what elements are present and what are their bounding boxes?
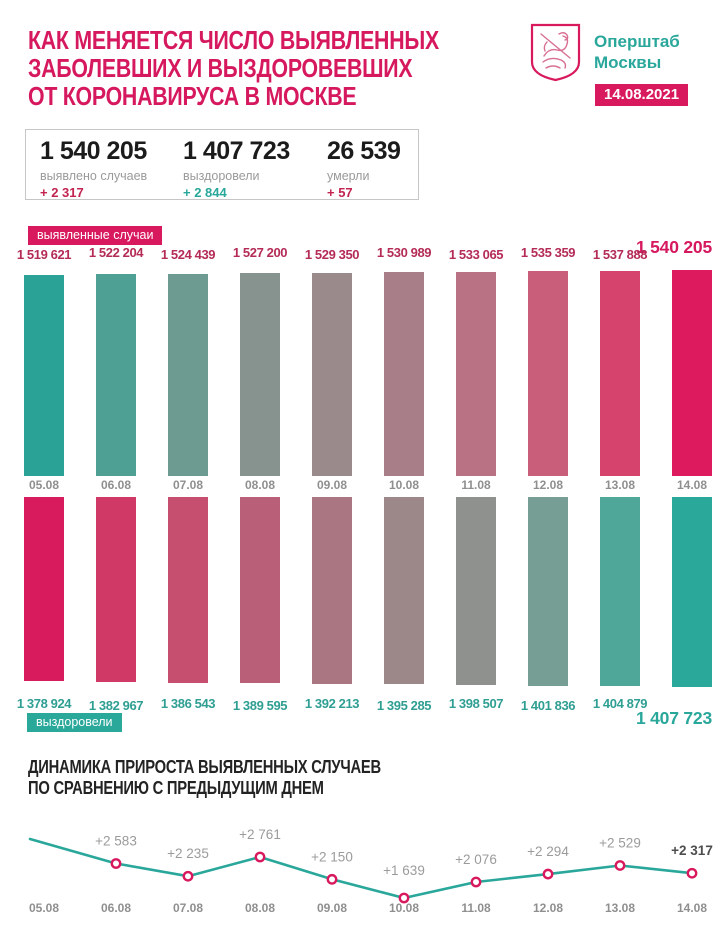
recovered-chart-badge: выздоровели — [27, 713, 122, 732]
daily-increase-line-chart — [0, 813, 720, 905]
cases-value-labels-row — [8, 247, 720, 262]
date-label: 10.08 — [388, 478, 420, 492]
cases-bar-12.08 — [528, 271, 568, 476]
data-point-13.08 — [616, 861, 624, 869]
recovered-highlight-value: 1 407 723 — [635, 708, 712, 728]
cases-bar-13.08 — [600, 271, 640, 476]
date-label: 11.08 — [461, 901, 491, 915]
cases-chart-badge: выявленные случаи — [28, 226, 162, 245]
cases-bar-06.08 — [96, 274, 136, 476]
moscow-coat-of-arms-icon — [529, 22, 582, 83]
point-value-label: +2 235 — [167, 846, 209, 862]
date-label: 07.08 — [172, 478, 204, 492]
bar-value-label: 1 527 200 — [232, 245, 288, 260]
recovered-total: 1 407 723 — [183, 137, 290, 165]
cases-bar-14.08 — [672, 270, 712, 476]
recovered-bar-07.08 — [168, 497, 208, 683]
point-value-label: +1 639 — [383, 863, 425, 878]
date-label: 08.08 — [244, 901, 276, 915]
data-point-08.08 — [256, 853, 264, 861]
recovered-bar-08.08 — [240, 497, 280, 683]
line-dates-row — [8, 901, 720, 915]
date-label: 09.08 — [316, 478, 348, 492]
cases-bars-row — [8, 270, 720, 476]
recovered-bar-14.08 — [672, 497, 712, 687]
recovered-bar-06.08 — [96, 497, 136, 682]
deaths-label: умерли — [327, 169, 370, 183]
deaths-delta: + 57 — [327, 185, 353, 200]
recovered-bar-10.08 — [384, 497, 424, 684]
bar-value-label: 1 389 595 — [232, 698, 288, 713]
cases-total: 1 540 205 — [40, 137, 147, 165]
cases-highlight-value: 1 540 205 — [635, 237, 712, 257]
recovered-bars-row — [8, 497, 720, 689]
cases-label: выявлено случаев — [40, 169, 148, 183]
recovered-bar-12.08 — [528, 497, 568, 686]
data-point-12.08 — [544, 870, 552, 878]
cases-delta: + 2 317 — [40, 185, 84, 200]
date-label: 05.08 — [28, 478, 60, 492]
point-value-label: +2 150 — [311, 849, 353, 865]
point-value-label: +2 529 — [599, 835, 641, 851]
point-value-label: +2 761 — [239, 827, 281, 842]
date-label: 07.08 — [172, 901, 204, 915]
bar-value-label: 1 533 065 — [448, 247, 504, 262]
recovered-bar-11.08 — [456, 497, 496, 685]
date-label: 12.08 — [532, 901, 564, 915]
bar-value-label: 1 398 507 — [448, 696, 504, 711]
bar-value-label: 1 386 543 — [160, 696, 216, 711]
data-point-09.08 — [328, 875, 336, 883]
date-label: 13.08 — [604, 478, 636, 492]
date-badge: 14.08.2021 — [595, 84, 688, 106]
date-label: 14.08 — [676, 901, 708, 915]
stat-cases — [40, 137, 147, 200]
cases-bar-09.08 — [312, 273, 352, 476]
bar-value-label: 1 529 350 — [304, 247, 360, 262]
org-name: Оперштаб Москвы — [594, 32, 680, 72]
point-value-label: +2 317 — [671, 843, 713, 859]
recovered-label: выздоровели — [183, 169, 260, 183]
data-point-07.08 — [184, 872, 192, 880]
bar-value-label: 1 395 285 — [376, 698, 432, 713]
point-value-label: +2 076 — [455, 852, 497, 868]
data-point-06.08 — [112, 859, 120, 867]
point-value-label: +2 583 — [95, 833, 137, 849]
title-line: ЗАБОЛЕВШИХ И ВЫЗДОРОВЕВШИХ — [28, 53, 413, 83]
cases-bar-10.08 — [384, 272, 424, 476]
deaths-total: 26 539 — [327, 137, 401, 165]
cases-bar-11.08 — [456, 272, 496, 476]
bar-value-label: 1 519 621 — [16, 247, 72, 262]
bar-value-label: 1 382 967 — [88, 698, 144, 713]
recovered-bar-05.08 — [24, 497, 64, 681]
date-label: 06.08 — [100, 478, 132, 492]
cases-bar-07.08 — [168, 274, 208, 476]
recovered-bar-13.08 — [600, 497, 640, 686]
bar-value-label — [656, 245, 720, 260]
date-label: 10.08 — [388, 901, 420, 915]
date-label: 05.08 — [28, 901, 60, 915]
recovered-delta: + 2 844 — [183, 185, 227, 200]
summary-panel — [25, 129, 419, 200]
page-title — [28, 26, 439, 110]
stat-deaths — [327, 137, 400, 200]
bar-value-label: 1 401 836 — [520, 698, 576, 713]
line-chart-title: ДИНАМИКА ПРИРОСТА ВЫЯВЛЕННЫХ СЛУЧАЕВ ПО СРАВНЕНИЮ С ПРЕДЫДУЩИМ ДНЕМ — [28, 757, 381, 798]
bar-value-label: 1 392 213 — [304, 696, 360, 711]
date-label: 12.08 — [532, 478, 564, 492]
date-label: 11.08 — [461, 478, 491, 492]
bar-value-label: 1 530 989 — [376, 245, 432, 260]
dates-row — [8, 478, 720, 492]
bar-value-label: 1 524 439 — [160, 247, 216, 262]
bar-value-label: 1 537 888 — [592, 247, 648, 262]
date-label: 13.08 — [604, 901, 636, 915]
bar-value-label: 1 535 359 — [520, 245, 576, 260]
date-label: 08.08 — [244, 478, 276, 492]
stat-recovered — [183, 137, 290, 200]
cases-bar-08.08 — [240, 273, 280, 476]
bar-value-label: 1 378 924 — [16, 696, 72, 711]
title-line: ОТ КОРОНАВИРУСА В МОСКВЕ — [28, 81, 357, 111]
data-point-11.08 — [472, 878, 480, 886]
date-label: 09.08 — [316, 901, 348, 915]
recovered-value-labels-row — [8, 696, 720, 711]
point-value-label: +2 294 — [527, 844, 569, 860]
date-label: 06.08 — [100, 901, 132, 915]
title-line: КАК МЕНЯЕТСЯ ЧИСЛО ВЫЯВЛЕННЫХ — [28, 25, 439, 55]
cases-bar-05.08 — [24, 275, 64, 476]
bar-value-label: 1 404 879 — [592, 696, 648, 711]
data-point-14.08 — [688, 869, 696, 877]
recovered-bar-09.08 — [312, 497, 352, 684]
bar-value-label: 1 522 204 — [88, 245, 144, 260]
date-label: 14.08 — [676, 478, 708, 492]
